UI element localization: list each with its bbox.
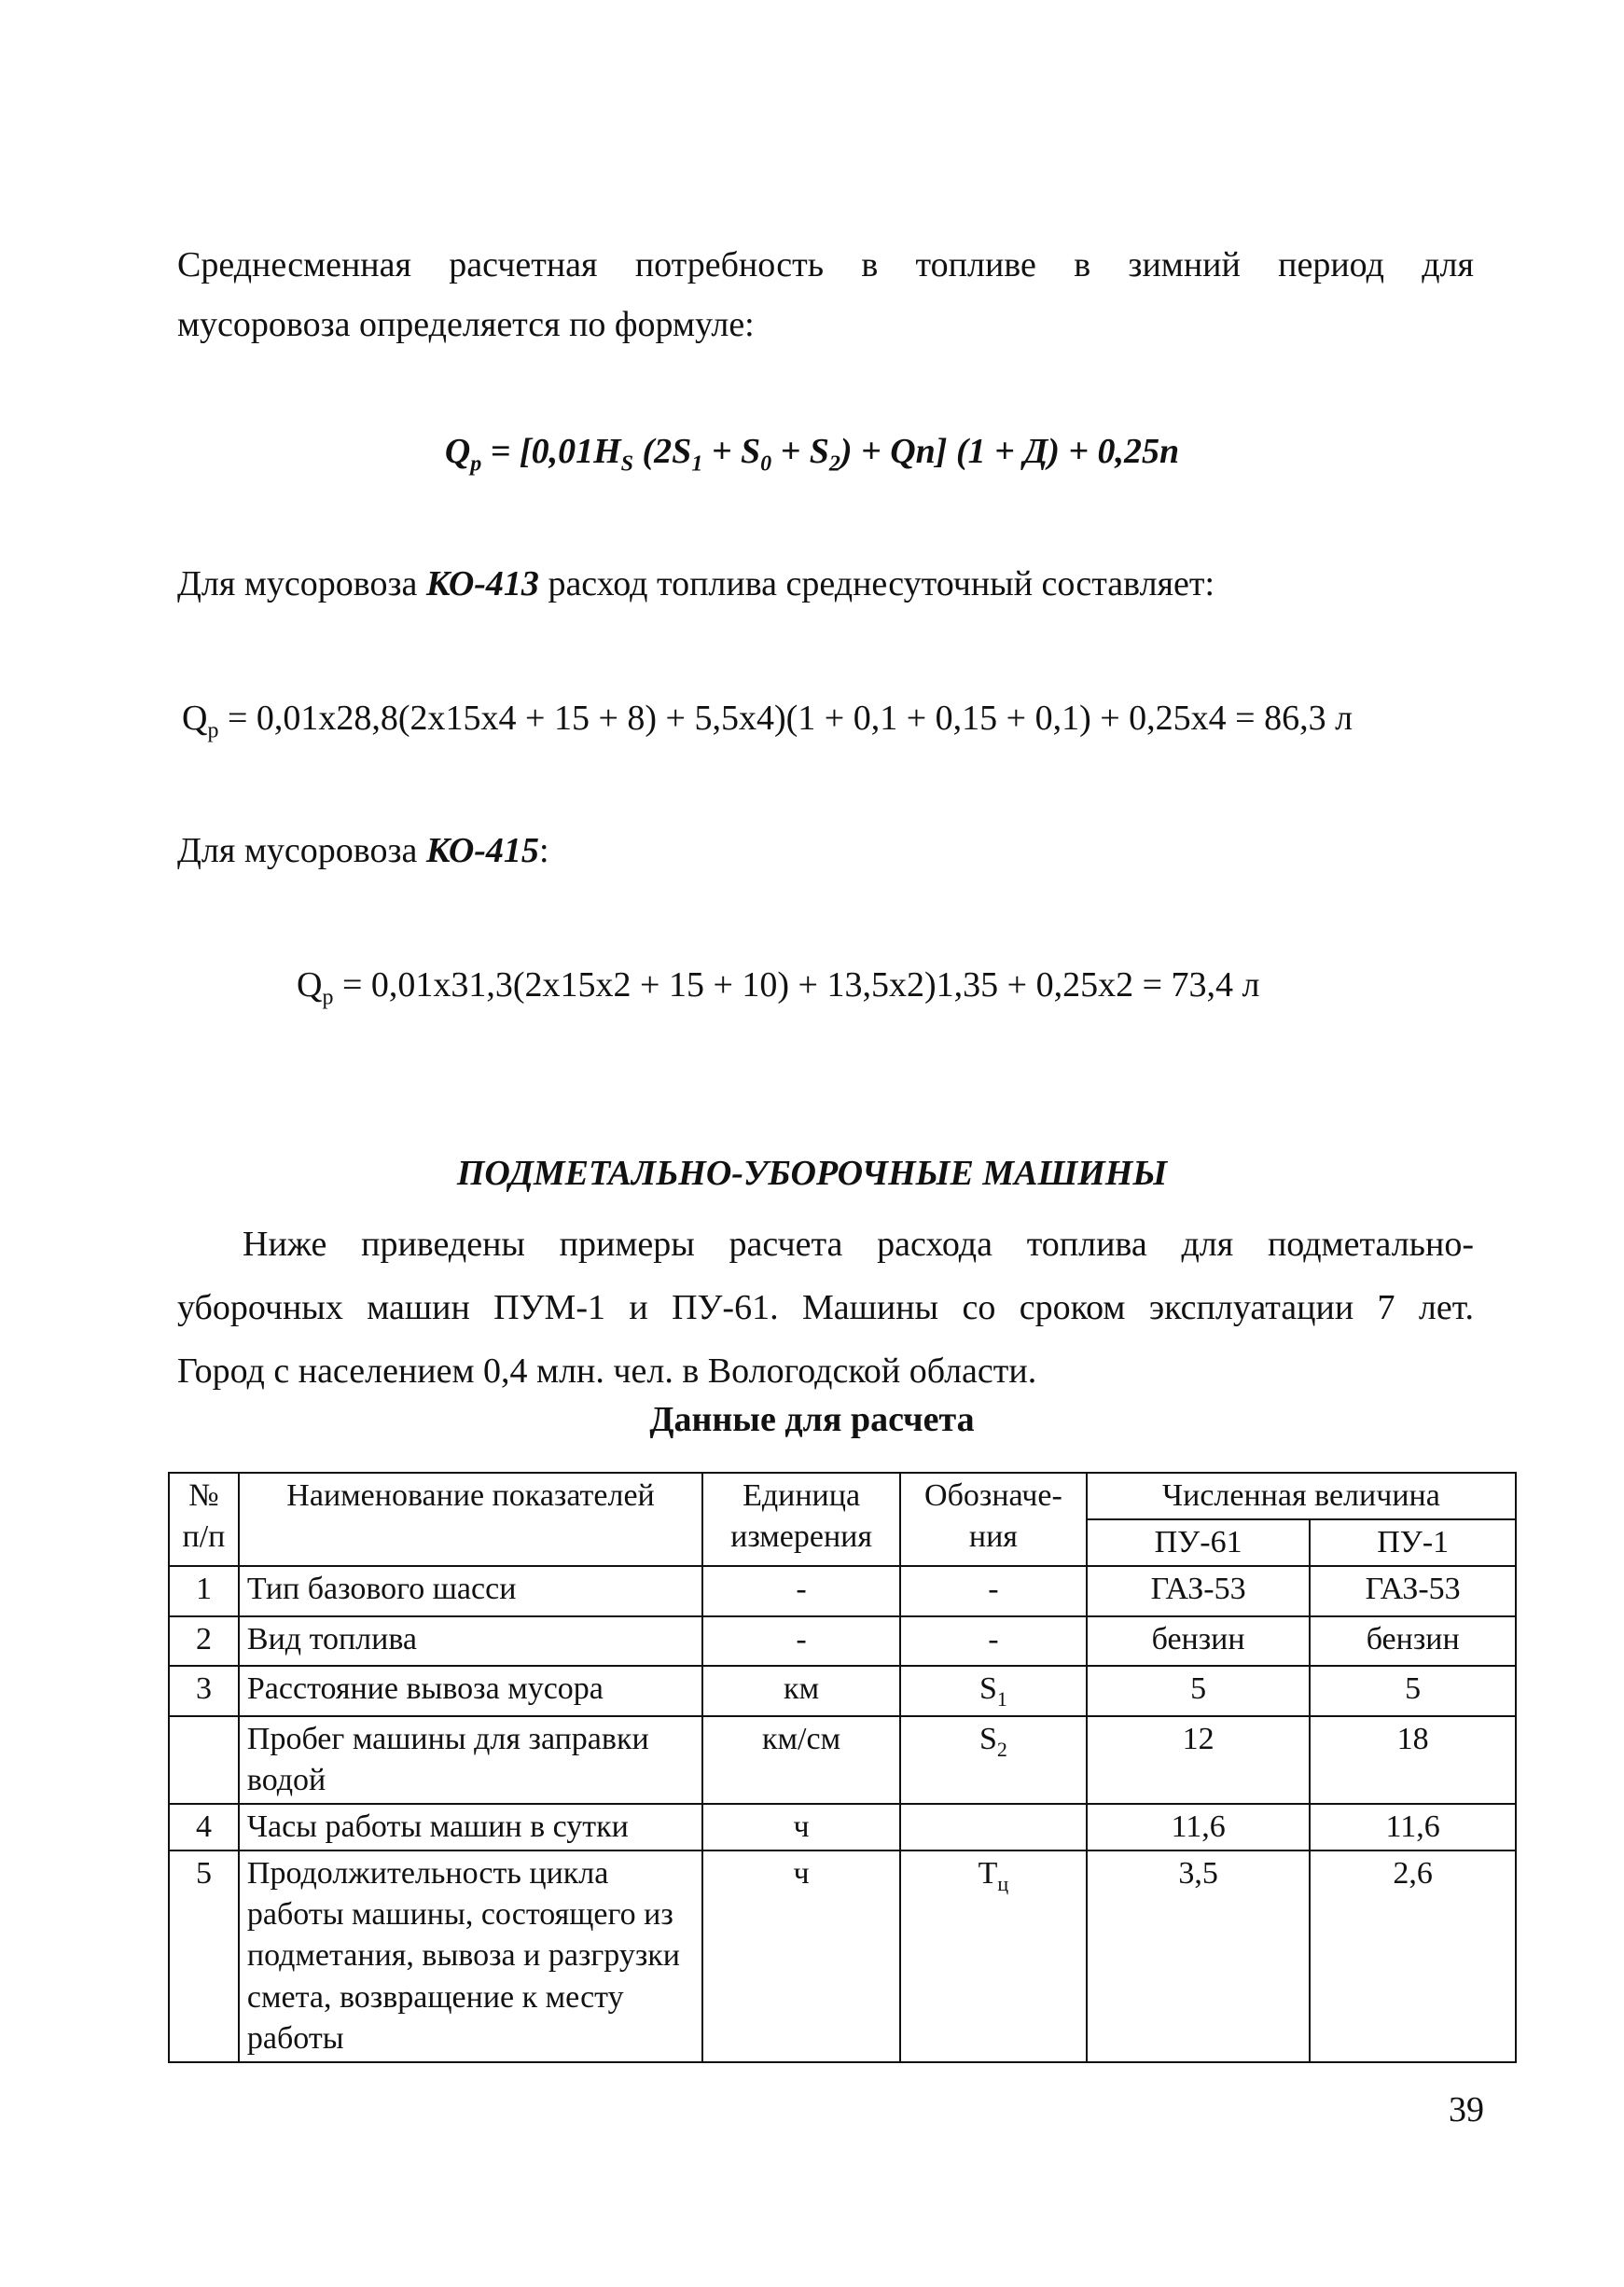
ko415-suffix: : <box>538 831 549 870</box>
header-value: Численная величина <box>1087 1473 1516 1519</box>
cell-name: Пробег машины для заправки водой <box>239 1716 702 1804</box>
cell-unit: - <box>702 1616 900 1666</box>
cell-name: Часы работы машин в сутки <box>239 1804 702 1850</box>
formula-part-2: (2S <box>633 432 692 471</box>
page-number: 39 <box>1449 2090 1484 2129</box>
cell-unit: ч <box>702 1850 900 2062</box>
cell-pu61: ГАЗ-53 <box>1087 1566 1311 1615</box>
cell-unit: км/см <box>702 1716 900 1804</box>
ko413-calculation <box>182 698 1353 744</box>
cell-unit: км <box>702 1666 900 1715</box>
ko413-suffix: расход топлива среднесуточный составляет: <box>538 564 1215 603</box>
calc413-q: Q <box>182 699 208 738</box>
table-row <box>169 1850 1516 2062</box>
symbol-main: S <box>979 1671 997 1707</box>
cell-num: 1 <box>169 1566 239 1615</box>
table-row <box>169 1716 1516 1804</box>
cell-num: 5 <box>169 1850 239 2062</box>
table-row <box>169 1804 1516 1850</box>
symbol-main: - <box>988 1621 999 1656</box>
cell-symbol <box>900 1566 1087 1615</box>
ko413-sentence <box>177 563 1215 604</box>
ko413-prefix: Для мусоровоза <box>177 564 426 603</box>
calc415-expression: = 0,01x31,3(2x15x2 + 15 + 10) + 13,5x2)1,35 + 0,25x2 = 73,4 л <box>333 965 1260 1005</box>
cell-name: Вид топлива <box>239 1616 702 1666</box>
header-num: № п/п <box>169 1473 239 1566</box>
section-para-line-1: Ниже приведены примеры расчета расхода топлива для подметально- <box>243 1225 1474 1264</box>
ko413-model: КО-413 <box>425 564 539 603</box>
header-symbol: Обозначе- ния <box>900 1473 1087 1566</box>
calc415-q: Q <box>297 965 323 1005</box>
symbol-sub: 2 <box>996 1737 1007 1761</box>
intro-paragraph <box>177 235 1474 354</box>
cell-unit: - <box>702 1566 900 1615</box>
section-paragraph <box>177 1213 1474 1403</box>
symbol-sub: 1 <box>996 1686 1007 1711</box>
cell-name: Тип базового шасси <box>239 1566 702 1615</box>
formula-part-4: + S <box>771 432 829 471</box>
cell-pu1: бензин <box>1310 1616 1516 1666</box>
symbol-main: - <box>988 1572 999 1607</box>
header-pu1: ПУ-1 <box>1310 1519 1516 1566</box>
header-name: Наименование показателей <box>239 1473 702 1566</box>
formula-part-5: ) + Qn] (1 + Д) + 0,25n <box>840 432 1180 471</box>
cell-pu61: 3,5 <box>1087 1850 1311 2062</box>
symbol-main: T <box>978 1856 998 1892</box>
formula-hs-sub: S <box>620 451 634 477</box>
cell-symbol <box>900 1716 1087 1804</box>
calc415-q-sub: р <box>322 985 334 1010</box>
section-title: ПОДМЕТАЛЬНО-УБОРОЧНЫЕ МАШИНЫ <box>456 1154 1168 1193</box>
cell-name: Расстояние вывоза мусора <box>239 1666 702 1715</box>
formula-part-3: + S <box>702 432 761 471</box>
formula-q: Q <box>444 432 471 471</box>
main-formula <box>0 431 1624 478</box>
header-unit: Единица измерения <box>702 1473 900 1566</box>
cell-pu1: 2,6 <box>1310 1850 1516 2062</box>
cell-pu61: бензин <box>1087 1616 1311 1666</box>
intro-line-1: Среднесменная расчетная потребность в топливе в зимний период для <box>177 245 1474 284</box>
table-caption: Данные для расчета <box>649 1400 975 1439</box>
ko415-prefix: Для мусоровоза <box>177 831 426 870</box>
section-para-line-2: уборочных машин ПУМ-1 и ПУ-61. Машины со сроком эксплуатации 7 лет. <box>177 1288 1474 1327</box>
cell-pu1: 5 <box>1310 1666 1516 1715</box>
symbol-main: S <box>979 1721 997 1756</box>
cell-name: Продолжительность цикла работы машины, состоящего из подметания, вывоза и разгрузки смета, возвращение к месту работы <box>239 1850 702 2062</box>
cell-num: 4 <box>169 1804 239 1850</box>
table-row <box>169 1566 1516 1615</box>
symbol-sub: ц <box>997 1871 1009 1895</box>
cell-pu61: 11,6 <box>1087 1804 1311 1850</box>
data-table <box>168 1472 1517 2063</box>
intro-line-2: мусоровоза определяется по формуле: <box>177 305 755 344</box>
ko415-calculation <box>297 964 1259 1011</box>
calc413-q-sub: р <box>207 718 219 743</box>
formula-s2-sub: 2 <box>828 451 840 477</box>
cell-num: 2 <box>169 1616 239 1666</box>
formula-q-sub: р <box>470 451 482 477</box>
formula-s1-sub: 1 <box>691 451 703 477</box>
cell-pu1: 11,6 <box>1310 1804 1516 1850</box>
formula-part-1: = [0,01H <box>481 432 621 471</box>
formula-s0-sub: 0 <box>760 451 772 477</box>
cell-unit: ч <box>702 1804 900 1850</box>
cell-num: 3 <box>169 1666 239 1715</box>
ko415-sentence <box>177 830 549 871</box>
section-para-line-3: Город с населением 0,4 млн. чел. в Вологодской области. <box>177 1351 1037 1391</box>
table-row <box>169 1616 1516 1666</box>
cell-symbol <box>900 1666 1087 1715</box>
cell-symbol <box>900 1616 1087 1666</box>
cell-num <box>169 1716 239 1804</box>
table-header-row <box>169 1473 1516 1519</box>
cell-pu1: ГАЗ-53 <box>1310 1566 1516 1615</box>
cell-pu1: 18 <box>1310 1716 1516 1804</box>
cell-pu61: 12 <box>1087 1716 1311 1804</box>
header-pu61: ПУ-61 <box>1087 1519 1311 1566</box>
ko415-model: КО-415 <box>425 831 539 870</box>
cell-symbol <box>900 1804 1087 1850</box>
cell-pu61: 5 <box>1087 1666 1311 1715</box>
calc413-expression: = 0,01x28,8(2x15x4 + 15 + 8) + 5,5x4)(1 + 0,1 + 0,15 + 0,1) + 0,25x4 = 86,3 л <box>218 699 1353 738</box>
cell-symbol <box>900 1850 1087 2062</box>
table-row <box>169 1666 1516 1715</box>
